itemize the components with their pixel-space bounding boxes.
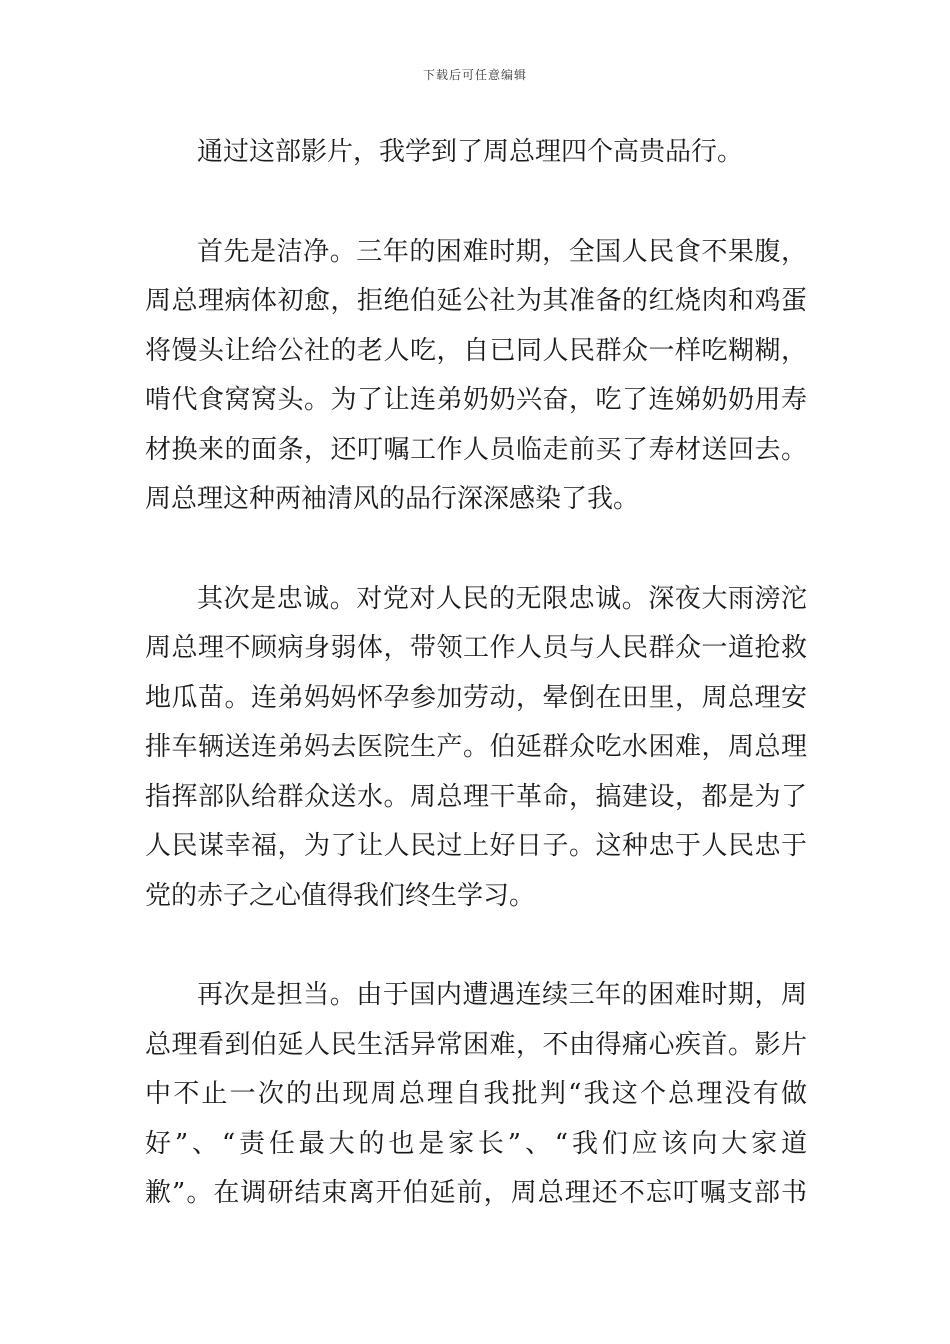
document-body [145,128,807,1219]
paragraph-gap [145,178,807,228]
paragraph-line: 材换来的面条，还叮嘱工作人员临走前买了寿材送回去。 [145,434,807,465]
paragraph-intro [145,128,807,178]
paragraph-line: 将馒头让给公社的老人吃，自已同人民群众一样吃糊糊， [145,335,807,366]
paragraph-line: 啃代食窝窝头。为了让连弟奶奶兴奋，吃了连娣奶奶用寿 [145,385,807,415]
paragraph-line: 首先是洁净。三年的困难时期，全国人民食不果腹， [197,236,807,267]
paragraph-gap [145,525,807,575]
paragraph-line: 再次是担当。由于国内遭遇连续三年的困难时期，周 [197,980,807,1010]
paragraph-line: 周总理不顾病身弱体，带领工作人员与人民群众一道抢救 [145,633,807,663]
paragraph-line: 周总理病体初愈，拒绝伯延公社为其准备的红烧肉和鸡蛋 [145,286,807,316]
paragraph-line: 其次是忠诚。对党对人民的无限忠诚。深夜大雨滂沱 [197,583,807,614]
paragraph-responsibility [145,971,807,1219]
paragraph-line: 指挥部队给群众送水。周总理干革命，搞建设，都是为了 [145,781,807,812]
paragraph-line: 人民谋幸福，为了让人民过上好日子。这种忠于人民忠于 [145,831,807,861]
paragraph-loyalty [145,575,807,922]
paragraph-line: 好”、“责任最大的也是家长”、“我们应该向大家道 [145,1128,807,1159]
paragraph-line: 歉”。在调研结束离开伯延前，周总理还不忘叮嘱支部书 [145,1178,807,1208]
paragraph-line: 排车辆送连弟妈去医院生产。伯延群众吃水困难，周总理 [145,732,807,762]
paragraph-line: 地瓜苗。连弟妈妈怀孕参加劳动，晕倒在田里，周总理安 [145,682,807,713]
paragraph-purity [145,228,807,525]
page-header: 下载后可任意编辑 [422,68,527,82]
paragraph-line: 党的赤子之心值得我们终生学习。 [145,880,536,911]
paragraph-line: 中不止一次的出现周总理自我批判“我这个总理没有做 [145,1079,807,1109]
paragraph-line: 周总理这种两袖清风的品行深深感染了我。 [145,484,640,514]
paragraph-line: 总理看到伯延人民生活异常困难，不由得痛心疾首。影片 [145,1029,807,1060]
paragraph-gap [145,921,807,971]
paragraph-line: 通过这部影片，我学到了周总理四个高贵品行。 [197,137,744,167]
